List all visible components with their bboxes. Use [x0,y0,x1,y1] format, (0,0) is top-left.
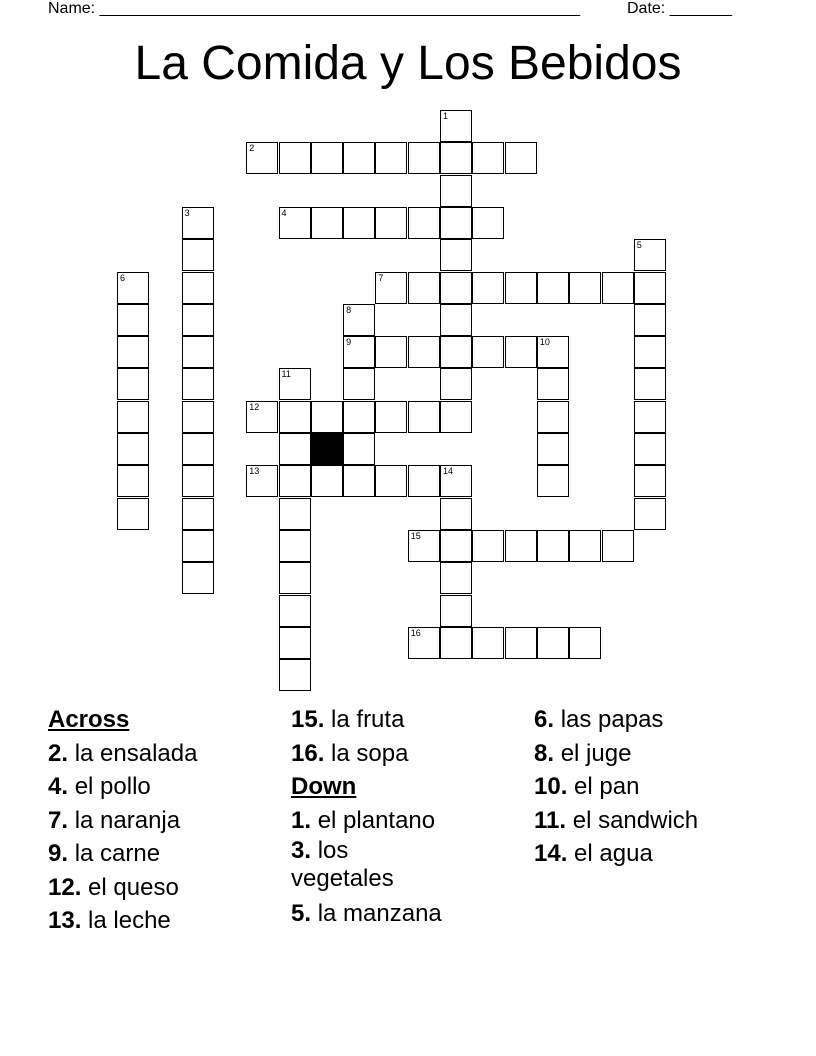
crossword-cell[interactable] [117,368,149,400]
crossword-cell[interactable] [182,368,214,400]
crossword-cell[interactable] [634,304,666,336]
crossword-cell[interactable] [505,627,537,659]
crossword-cell[interactable] [246,401,278,433]
crossword-cell[interactable] [408,207,440,239]
crossword-cell[interactable] [182,498,214,530]
crossword-cell[interactable] [440,175,472,207]
clue-across-9: 9. la carne [48,840,161,867]
crossword-cell[interactable] [472,207,504,239]
crossword-cell[interactable] [440,304,472,336]
clue-down-6: 6. las papas [534,706,664,733]
crossword-cell[interactable] [375,207,407,239]
clue-number: 4 [281,207,287,218]
crossword-cell[interactable] [440,465,472,497]
crossword-cell[interactable] [408,627,440,659]
clue-down-11: 11. el sandwich [534,806,699,834]
crossword-cell[interactable] [569,530,601,562]
crossword-cell[interactable] [117,304,149,336]
date-field-label: Date: _______ [627,0,732,17]
crossword-cell[interactable] [279,659,311,691]
crossword-cell[interactable] [375,142,407,174]
crossword-cell[interactable] [440,336,472,368]
clue-number: 10 [539,337,550,348]
crossword-block-cell [311,433,343,465]
crossword-cell[interactable] [279,595,311,627]
clue-number: 3 [184,207,190,218]
clue-down-1: 1. el plantano [291,806,436,834]
crossword-cell[interactable] [343,142,375,174]
crossword-cell[interactable] [472,142,504,174]
crossword-cell[interactable] [634,368,666,400]
crossword-cell[interactable] [182,530,214,562]
crossword-cell[interactable] [343,207,375,239]
crossword-cell[interactable] [117,401,149,433]
crossword-cell[interactable] [634,433,666,465]
crossword-cell[interactable] [375,465,407,497]
clue-across-12: 12. el queso [48,873,179,901]
clue-number: 15 [410,530,421,541]
crossword-cell[interactable] [634,465,666,497]
clue-column-2 [291,703,531,931]
crossword-cell[interactable] [279,368,311,400]
clue-across-16: 16. la sopa [291,739,409,767]
crossword-cell[interactable] [634,401,666,433]
crossword-cell[interactable] [602,530,634,562]
crossword-cell[interactable] [408,336,440,368]
clue-across-2: 2. la ensalada [48,739,198,767]
crossword-cell[interactable] [279,401,311,433]
clue-column-1 [48,703,288,938]
crossword-cell[interactable] [343,433,375,465]
crossword-cell[interactable] [182,465,214,497]
crossword-cell[interactable] [279,207,311,239]
crossword-cell[interactable] [472,627,504,659]
crossword-cell[interactable] [408,530,440,562]
clue-number: 9 [346,337,352,348]
crossword-cell[interactable] [408,142,440,174]
crossword-cell[interactable] [634,336,666,368]
crossword-cell[interactable] [537,368,569,400]
clue-across-13: 13. la leche [48,907,171,934]
crossword-cell[interactable] [182,401,214,433]
crossword-cell[interactable] [182,207,214,239]
clue-number: 2 [249,143,255,154]
crossword-cell[interactable] [440,562,472,594]
crossword-cell[interactable] [505,142,537,174]
across-heading: Across [48,706,130,733]
crossword-cell[interactable] [182,562,214,594]
clue-down-14: 14. el agua [534,840,653,867]
crossword-cell[interactable] [537,272,569,304]
crossword-cell[interactable] [311,207,343,239]
crossword-cell[interactable] [182,272,214,304]
crossword-cell[interactable] [375,401,407,433]
clue-across-4: 4. el pollo [48,773,151,800]
crossword-cell[interactable] [408,401,440,433]
crossword-cell[interactable] [311,401,343,433]
clue-number: 11 [281,369,291,380]
crossword-cell[interactable] [343,401,375,433]
down-heading: Down [291,773,357,800]
crossword-cell[interactable] [634,272,666,304]
clue-number: 16 [410,627,421,638]
crossword-cell[interactable] [440,142,472,174]
crossword-cell[interactable] [343,368,375,400]
crossword-cell[interactable] [634,498,666,530]
crossword-cell[interactable] [117,465,149,497]
crossword-cell[interactable] [246,465,278,497]
crossword-cell[interactable] [408,272,440,304]
clue-number: 7 [378,272,384,283]
crossword-cell[interactable] [537,401,569,433]
crossword-cell[interactable] [440,239,472,271]
crossword-cell[interactable] [311,142,343,174]
crossword-cell[interactable] [182,239,214,271]
crossword-cell[interactable] [343,304,375,336]
clue-down-8: 8. el juge [534,739,632,767]
clue-number: 13 [249,466,260,477]
crossword-cell[interactable] [569,627,601,659]
crossword-cell[interactable] [440,498,472,530]
crossword-cell[interactable] [182,336,214,368]
crossword-cell[interactable] [440,595,472,627]
clue-number: 12 [249,401,260,412]
crossword-cell[interactable] [279,498,311,530]
clue-down-3: 3. los vegetales [291,837,394,892]
clue-across-7: 7. la naranja [48,806,181,834]
crossword-cell[interactable] [279,142,311,174]
crossword-cell[interactable] [182,304,214,336]
crossword-cell[interactable] [440,401,472,433]
crossword-cell[interactable] [343,336,375,368]
clue-down-10: 10. el pan [534,773,640,800]
clue-number: 8 [346,304,352,315]
clue-down-5: 5. la manzana [291,900,442,927]
crossword-cell[interactable] [117,272,149,304]
crossword-cell[interactable] [472,336,504,368]
clue-across-15: 15. la fruta [291,706,405,733]
crossword-cell[interactable] [279,530,311,562]
clue-column-3 [534,703,804,871]
crossword-cell[interactable] [537,336,569,368]
crossword-cell[interactable] [343,465,375,497]
crossword-cell[interactable] [537,530,569,562]
clue-number: 5 [636,240,642,251]
clue-number: 14 [443,466,454,477]
crossword-cell[interactable] [279,433,311,465]
crossword-cell[interactable] [505,530,537,562]
crossword-cell[interactable] [246,142,278,174]
crossword-cell[interactable] [440,207,472,239]
crossword-cell[interactable] [279,562,311,594]
crossword-cell[interactable] [472,272,504,304]
crossword-cell[interactable] [117,336,149,368]
crossword-cell[interactable] [537,627,569,659]
crossword-cell[interactable] [537,433,569,465]
crossword-cell[interactable] [311,465,343,497]
crossword-cell[interactable] [375,336,407,368]
crossword-cell[interactable] [440,530,472,562]
crossword-cell[interactable] [440,272,472,304]
crossword-cell[interactable] [375,272,407,304]
clue-number: 6 [120,272,126,283]
crossword-cell[interactable] [569,272,601,304]
crossword-cell[interactable] [117,433,149,465]
clue-number: 1 [443,111,449,121]
crossword-cell[interactable] [634,239,666,271]
crossword-cell[interactable] [117,498,149,530]
crossword-cell[interactable] [408,465,440,497]
page-title: La Comida y Los Bebidos [134,37,682,90]
crossword-cell[interactable] [505,336,537,368]
crossword-cell[interactable] [602,272,634,304]
crossword-cell[interactable] [440,627,472,659]
crossword-cell[interactable] [182,433,214,465]
name-field-label: Name: ______________________________________________________ [48,0,581,17]
crossword-cell[interactable] [440,110,472,142]
crossword-cell[interactable] [472,530,504,562]
crossword-cell[interactable] [505,272,537,304]
crossword-cell[interactable] [279,627,311,659]
crossword-cell[interactable] [440,368,472,400]
crossword-cell[interactable] [537,465,569,497]
crossword-cell[interactable] [279,465,311,497]
